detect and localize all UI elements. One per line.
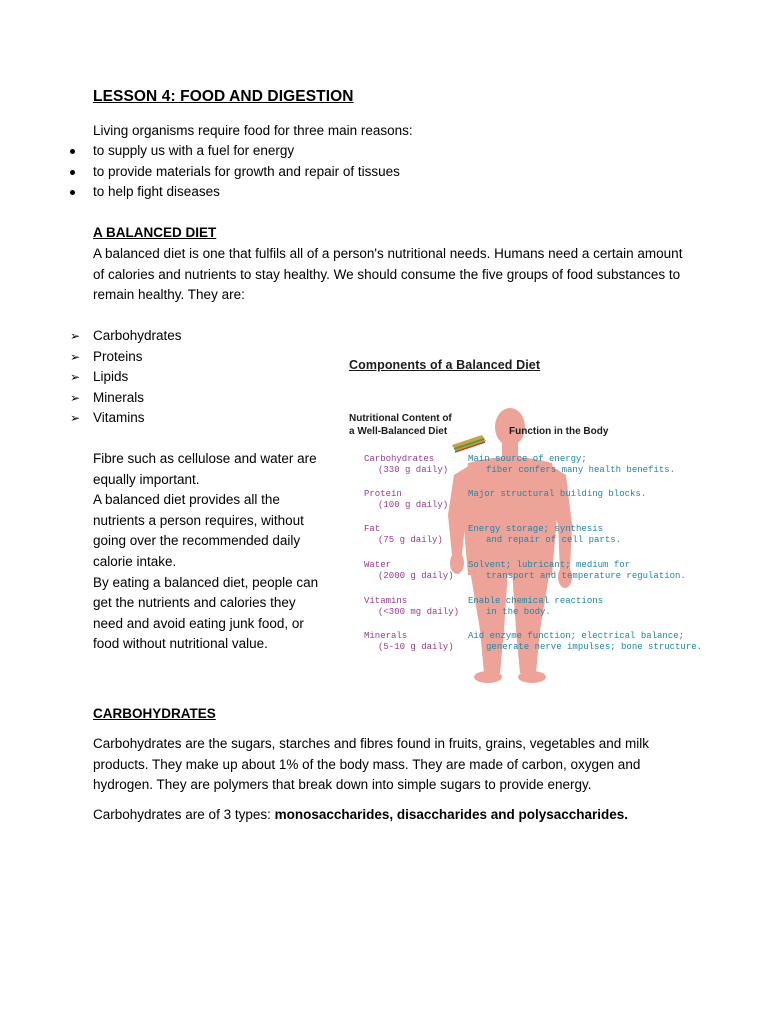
nutrient-protein: Protein (100 g daily)	[364, 489, 449, 510]
arrow-bullet-icon: ➢	[70, 411, 81, 426]
list-item: ➢ Lipids	[68, 367, 182, 388]
figure-right-heading: Function in the Body	[509, 426, 609, 437]
list-item: to supply us with a fuel for energy	[66, 141, 400, 162]
balanced-diet-figure	[340, 350, 730, 680]
reasons-list	[66, 141, 400, 203]
fibre-text: Fibre such as cellulose and water are equally important.	[93, 451, 317, 487]
carbohydrates-text: Carbohydrates are the sugars, starches and fibres found in fruits, grains, vegetables and milk products. They make up about 1% of the body mass. They are made of carbon, oxygen and hydrogen. They are polymers that break down into simple sugars to provide energy.	[93, 736, 650, 793]
arrow-bullet-icon: ➢	[70, 370, 81, 385]
list-item: to help fight diseases	[66, 182, 400, 203]
balanced-diet-notes	[93, 449, 328, 655]
eating-text: By eating a balanced diet, people can get the nutrients and calories they need and avoid eating junk food, or food without nutritional value.	[93, 574, 319, 652]
food-groups-list	[68, 326, 182, 429]
figure-left-heading: Nutritional Content of a Well-Balanced Diet	[349, 413, 452, 437]
arrow-bullet-icon: ➢	[70, 349, 81, 364]
function-carbohydrates: Main source of energy; fiber confers many health benefits.	[468, 454, 676, 475]
list-item: ➢ Carbohydrates	[68, 326, 182, 347]
carbohydrates-types: Carbohydrates are of 3 types: monosaccharides, disaccharides and polysaccharides.	[93, 807, 629, 822]
function-vitamins: Enable chemical reactions in the body.	[468, 596, 604, 617]
nutrient-water: Water (2000 g daily)	[364, 560, 454, 581]
nutrient-vitamins: Vitamins (<300 mg daily)	[364, 596, 460, 617]
function-water: Solvent; lubricant; medium for transport and temperature regulation.	[468, 560, 686, 581]
nutrient-carbohydrates: Carbohydrates (330 g daily)	[364, 454, 449, 475]
balanced-diet-text: A balanced diet is one that fulfils all of a person's nutritional needs. Humans need a certain amount of calories and nutrients to stay healthy. We should consume the five groups of food substances to remain healthy. They are:	[93, 246, 683, 303]
function-protein: Major structural building blocks.	[468, 489, 647, 499]
list-item: ➢ Vitamins	[68, 408, 182, 429]
balanced-diet-heading: A BALANCED DIET	[93, 225, 217, 240]
intro-text: Living organisms require food for three main reasons:	[93, 123, 413, 138]
nutrient-minerals: Minerals (5-10 g daily)	[364, 631, 454, 652]
nutrient-fat: Fat (75 g daily)	[364, 524, 443, 545]
list-item: to provide materials for growth and repair of tissues	[66, 162, 400, 183]
carbohydrates-heading: CARBOHYDRATES	[93, 706, 216, 721]
provides-text: A balanced diet provides all the nutrients a person requires, without going over the recommended daily calorie intake.	[93, 492, 304, 569]
arrow-bullet-icon: ➢	[70, 329, 81, 343]
lesson-title: LESSON 4: FOOD AND DIGESTION	[93, 88, 354, 105]
function-minerals: Aid enzyme function; electrical balance; generate nerve impulses; bone structure.	[468, 631, 703, 652]
figure-title: Components of a Balanced Diet	[349, 358, 541, 372]
list-item: ➢ Minerals	[68, 388, 182, 409]
arrow-bullet-icon: ➢	[70, 390, 81, 405]
function-fat: Energy storage; synthesis and repair of cell parts.	[468, 524, 622, 545]
list-item: ➢ Proteins	[68, 347, 182, 368]
